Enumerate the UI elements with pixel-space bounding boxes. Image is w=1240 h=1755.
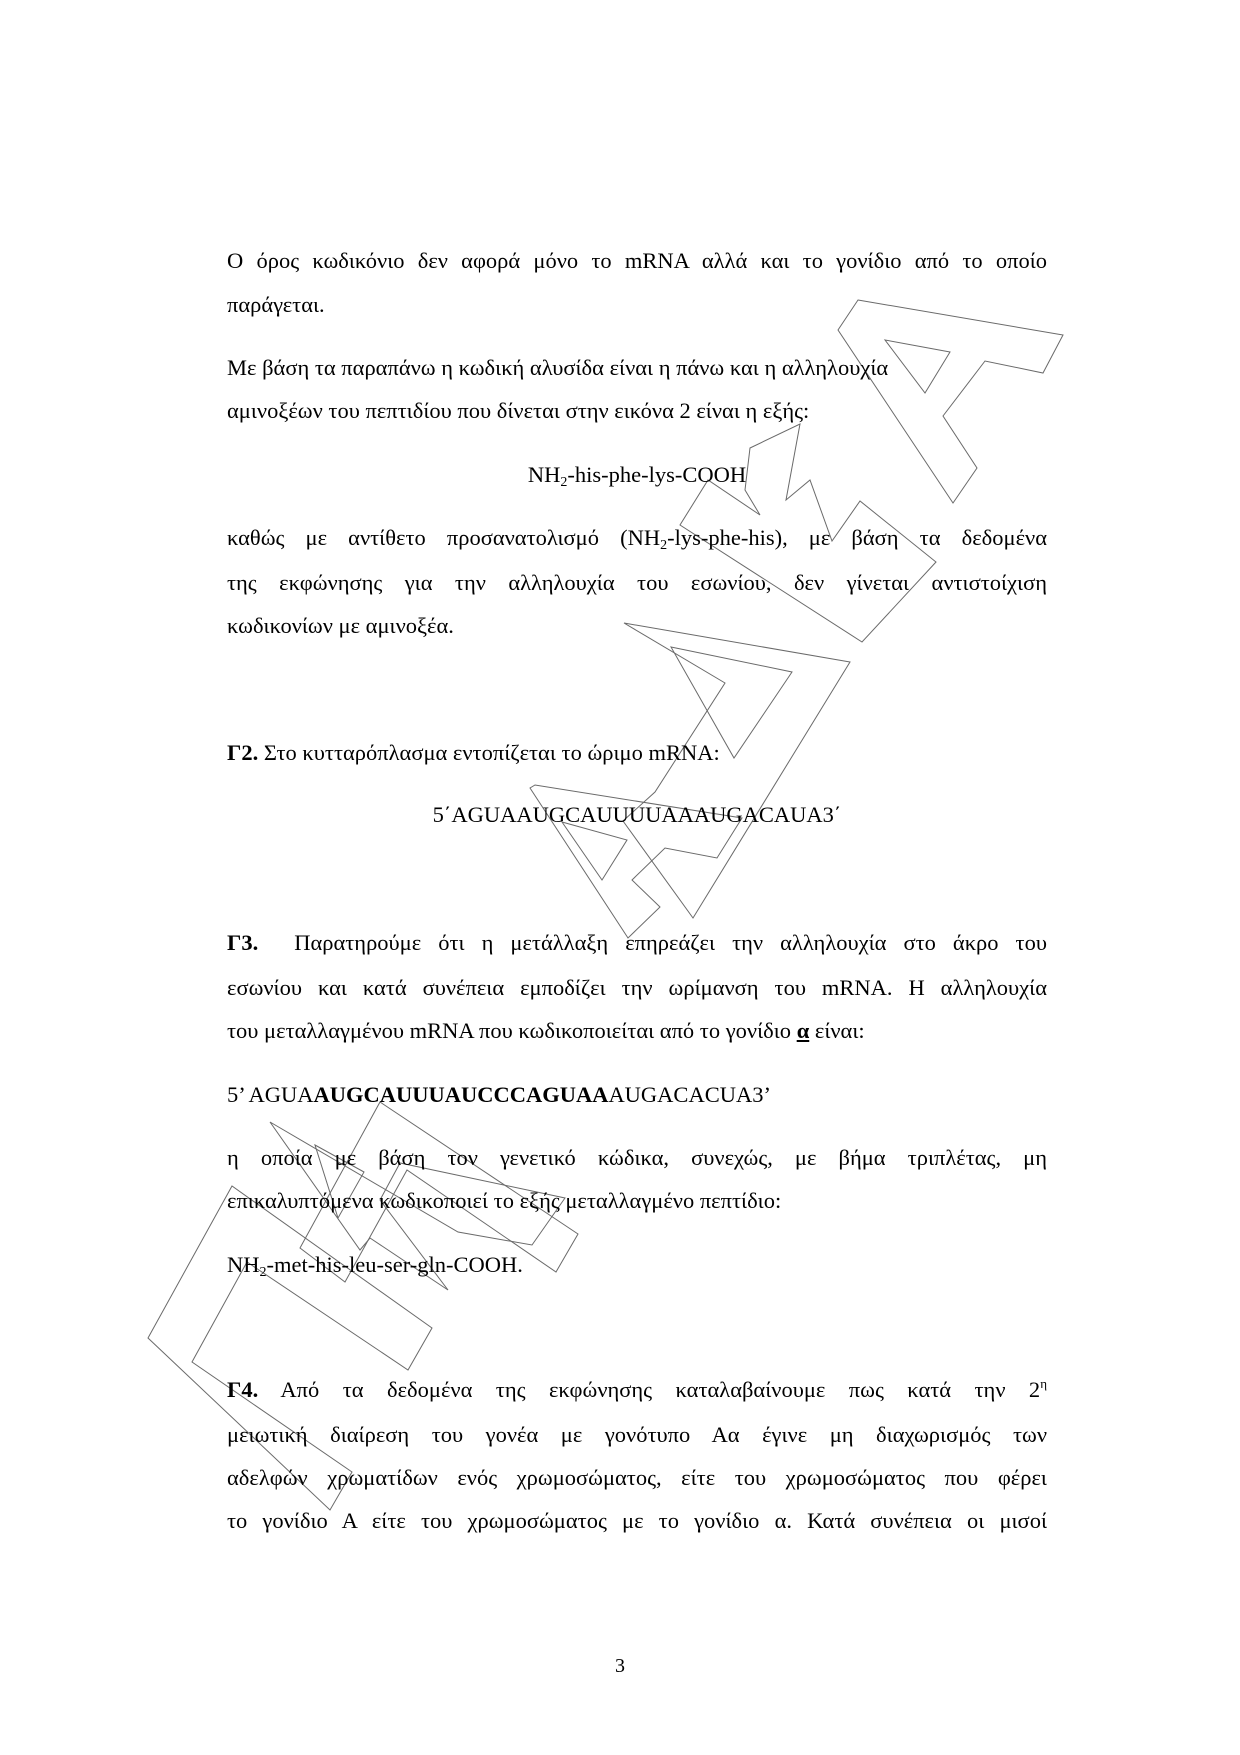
section-g3-line-2: εσωνίου και κατά συνέπεια εμποδίζει την ωρίμανση του mRNA. Η αλληλουχία (227, 975, 1047, 1000)
peptide-1-subscript: 2 (560, 475, 568, 490)
section-g3-line-1-text: Παρατηρούμε ότι η μετάλλαξη επηρεάζει την αλληλουχία στο άκρο του (294, 930, 1047, 955)
section-g3-line-5: επικαλυπτόμενα κωδικοποιεί το εξής μεταλλαγμένο πεπτίδιο: (227, 1188, 782, 1213)
peptide-1-rest: -his-phe-lys-COOH (567, 462, 747, 487)
paragraph-1-line-1: Ο όρος κωδικόνιο δεν αφορά μόνο το mRNA αλλά και το γονίδιο από το οποίο (227, 248, 1047, 273)
section-g4-superscript: η (1040, 1376, 1047, 1391)
section-g3-label: Γ3. (227, 930, 259, 955)
section-g4-line-1 (227, 1376, 1047, 1404)
peptide-sequence-1 (227, 461, 1047, 489)
mutated-sequence-coding-region: AUGCAUUUAUCCCAGUAA (313, 1082, 609, 1107)
page-number: 3 (615, 1655, 625, 1677)
paragraph-3-subscript: 2 (660, 538, 668, 553)
mutated-peptide (227, 1251, 1047, 1279)
section-g4-line-4: το γονίδιο Α είτε του χρωμοσώματος με το γονίδιο α. Κατά συνέπεια οι μισοί (227, 1508, 1047, 1533)
paragraph-2-line-2: αμινοξέων του πεπτιδίου που δίνεται στην εικόνα 2 είναι η εξής: (227, 398, 810, 423)
paragraph-3-line-1 (227, 524, 1047, 552)
mutated-mrna-sequence (227, 1081, 1047, 1109)
watermark-letter-5 (623, 623, 850, 918)
mature-mrna-sequence: 5΄AGUAAUGCAUUUUAAAUGACAUA3΄ (432, 802, 842, 827)
section-g4-line-2: μειωτική διαίρεση του γονέα με γονότυπο Αα έγινε μη διαχωρισμός των (227, 1422, 1047, 1447)
watermark-letter-1 (148, 1186, 432, 1510)
watermark-letter-4b (562, 822, 627, 880)
section-g4-line-3: αδελφών χρωματίδων ενός χρωμοσώματος, είτε του χρωμοσώματος που φέρει (227, 1465, 1047, 1490)
section-g3-line-3-b: είναι: (809, 1018, 865, 1043)
section-g2-text: Στο κυτταρόπλασμα εντοπίζεται το ώριμο mRNA: (258, 740, 720, 765)
paragraph-3-line-1-b: -lys-phe-his), με βάση τα δεδομένα (667, 525, 1047, 550)
paragraph-3-line-1-a: καθώς με αντίθετο προσανατολισμό (NH (227, 525, 661, 550)
peptide-1-prefix: NH (527, 462, 561, 487)
paragraph-3-line-2: της εκφώνησης για την αλληλουχία του εσωνίου, δεν γίνεται αντιστοίχιση (227, 570, 1047, 595)
section-g4-label: Γ4. (227, 1377, 259, 1402)
paragraph-2-line-1: Με βάση τα παραπάνω η κωδική αλυσίδα είναι η πάνω και η αλληλουχία (227, 355, 889, 380)
paragraph-3-line-3: κωδικονίων με αμινοξέα. (227, 613, 454, 638)
mutated-peptide-subscript: 2 (259, 1265, 267, 1280)
gene-alpha-label: α (796, 1018, 810, 1043)
section-g3-line-3 (227, 1017, 1047, 1045)
section-g3-line-3-a: του μεταλλαγμένου mRNA που κωδικοποιείται από το γονίδιο (227, 1018, 797, 1043)
mutated-peptide-prefix: NH (227, 1252, 260, 1277)
mutated-sequence-start: 5’ AGUA (227, 1082, 314, 1107)
section-g4-line-1-text: Από τα δεδομένα της εκφώνησης καταλαβαίνουμε πως κατά την 2 (258, 1377, 1041, 1402)
section-g3-line-1 (227, 929, 1047, 957)
paragraph-1-line-2: παράγεται. (227, 292, 325, 317)
mutated-peptide-rest: -met-his-leu-ser-gln-COOH. (266, 1252, 523, 1277)
mutated-sequence-end: AUGACACUA3’ (608, 1082, 771, 1107)
section-g2 (227, 739, 1047, 767)
section-g2-label: Γ2. (227, 740, 259, 765)
section-g3-line-4: η οποία με βάση τον γενετικό κώδικα, συνεχώς, με βήμα τριπλέτας, μη (227, 1145, 1047, 1170)
